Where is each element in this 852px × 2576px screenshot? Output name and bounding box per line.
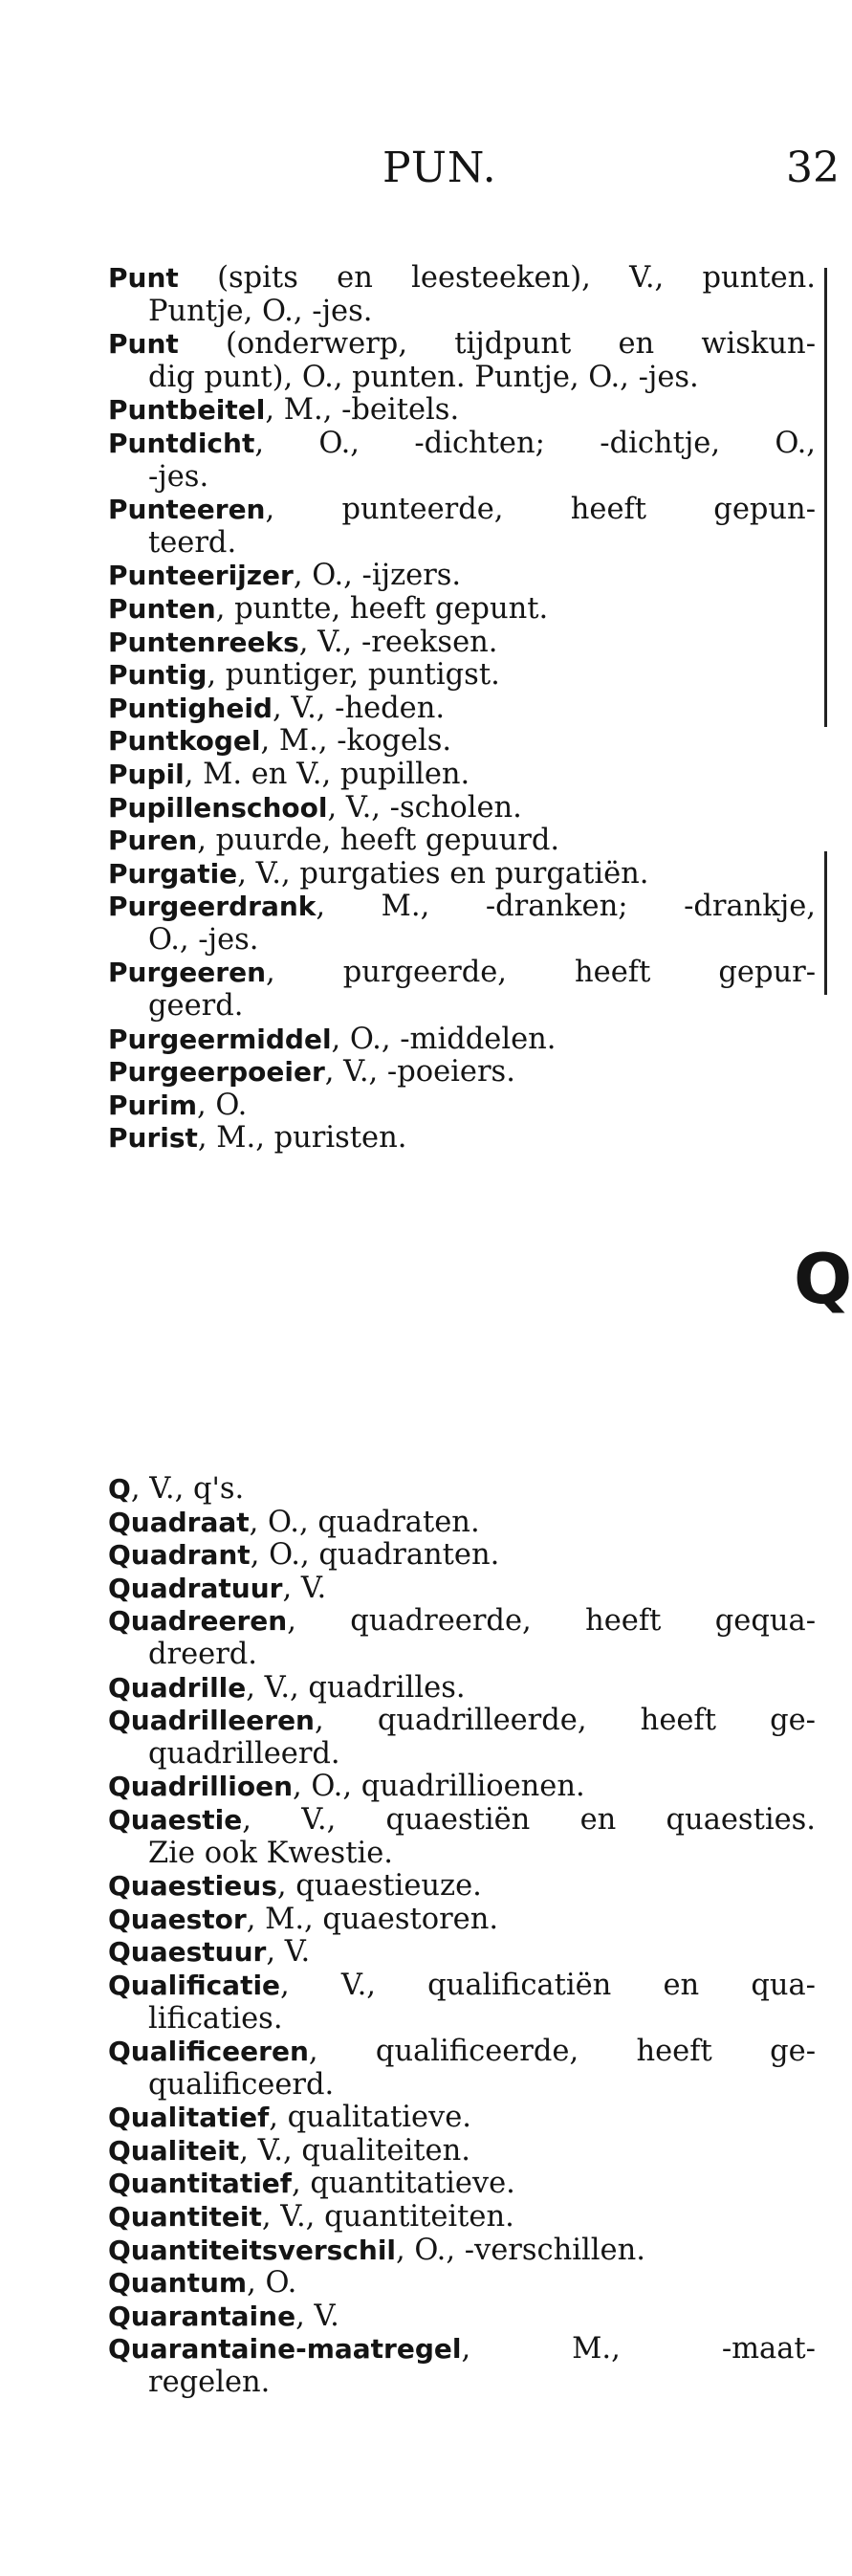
entry-first-line: [108, 891, 816, 924]
entry-text: , V., purgaties en purgatiën.: [237, 856, 649, 891]
entry-text: , V., qualificatiën en qua-: [280, 1968, 816, 2002]
entry-continuation-line: [108, 1838, 816, 1871]
headword: Qualitatief: [108, 2102, 270, 2134]
entry-text: Zie ook Kwestie.: [148, 1836, 393, 1870]
entry-first-line: [108, 858, 816, 892]
dictionary-entry: [108, 2168, 816, 2201]
dictionary-entry: [108, 725, 816, 759]
entry-text: qualificeerd.: [148, 2067, 335, 2102]
entry-continuation-line: [108, 527, 816, 561]
entry-first-line: [108, 1090, 816, 1123]
entry-first-line: [108, 693, 816, 726]
headword: Punteeren: [108, 494, 266, 526]
headword: Quantum: [108, 2267, 248, 2300]
dictionary-entry: [108, 560, 816, 593]
entry-text: , O.: [247, 2266, 297, 2301]
entry-text: , quadrilleerde, heeft ge-: [315, 1704, 816, 1738]
entry-text: , M. en V., pupillen.: [184, 757, 470, 791]
dictionary-entry: [108, 2201, 816, 2235]
entry-text: , V.: [295, 2299, 339, 2333]
headword: Punt: [108, 328, 179, 361]
entry-first-line: [108, 759, 816, 792]
headword: Quadrilleeren: [108, 1705, 315, 1737]
dictionary-entry: [108, 891, 816, 957]
headword: Quadreeren: [108, 1605, 288, 1638]
dictionary-entry: [108, 627, 816, 660]
headword: Quadrille: [108, 1671, 247, 1704]
headword: Puntbeitel: [108, 394, 266, 427]
headword: Punt: [108, 262, 179, 294]
entry-text: , V., quadrilles.: [246, 1670, 466, 1705]
entry-first-line: [108, 1936, 816, 1970]
entries-q: [108, 1473, 816, 2400]
entry-text: , O., quadrillioenen.: [293, 1770, 585, 1804]
dictionary-entry: [108, 957, 816, 1023]
dictionary-entry: [108, 1573, 816, 1606]
entry-text: , qualificeerde, heeft ge-: [308, 2035, 816, 2069]
entry-continuation-line: [108, 461, 816, 495]
headword: Punten: [108, 592, 216, 625]
dictionary-entry: [108, 593, 816, 627]
entry-continuation-line: [108, 1639, 816, 1672]
headword: Purgeerdrank: [108, 891, 317, 923]
entry-text: , V., quaestiën en quaesties.: [242, 1802, 816, 1837]
entry-first-line: [108, 560, 816, 593]
entry-continuation-line: [108, 2069, 816, 2103]
dictionary-entry: [108, 2267, 816, 2301]
dictionary-entry: [108, 394, 816, 428]
entry-first-line: [108, 1473, 816, 1507]
entry-first-line: [108, 2102, 816, 2135]
entry-text: quadrilleerd.: [148, 1736, 340, 1771]
headword: Qualiteit: [108, 2134, 240, 2167]
entry-first-line: [108, 1970, 816, 2003]
headword: Quantitatief: [108, 2168, 292, 2200]
entry-text: , quadreerde, heeft gequa-: [287, 1604, 816, 1639]
dictionary-entry: [108, 1672, 816, 1706]
dictionary-entry: [108, 858, 816, 892]
dictionary-entry: [108, 792, 816, 826]
entry-text: O., -jes.: [148, 922, 259, 957]
entry-first-line: [108, 593, 816, 627]
entry-first-line: [108, 494, 816, 527]
entry-first-line: [108, 2267, 816, 2301]
entry-text: , qualitatieve.: [269, 2101, 471, 2135]
entry-text: regelen.: [148, 2366, 271, 2400]
dictionary-entry: [108, 1705, 816, 1771]
headword: Quaestor: [108, 1903, 247, 1935]
entry-first-line: [108, 1573, 816, 1606]
entry-first-line: [108, 1539, 816, 1573]
headword: Purist: [108, 1122, 198, 1155]
entry-text: , puntte, heeft gepunt.: [215, 591, 549, 626]
headword: Quarantaine-maatregel: [108, 2333, 462, 2366]
entry-continuation-line: [108, 362, 816, 395]
entry-text: , M., quaestoren.: [246, 1902, 499, 1936]
section-letter: Q: [794, 1239, 852, 1319]
entry-first-line: [108, 394, 816, 428]
dictionary-entry: [108, 1090, 816, 1123]
entry-first-line: [108, 792, 816, 826]
entry-first-line: [108, 2235, 816, 2268]
entry-text: dreerd.: [148, 1637, 258, 1671]
entry-text: , O., -middelen.: [331, 1022, 557, 1056]
entry-first-line: [108, 1904, 816, 1937]
entry-text: , purgeerde, heeft gepur-: [266, 956, 816, 990]
dictionary-entry: [108, 1056, 816, 1090]
headword: Purgeerpoeier: [108, 1056, 325, 1089]
entry-first-line: [108, 1804, 816, 1838]
entry-continuation-line: [108, 924, 816, 958]
entry-first-line: [108, 428, 816, 461]
dictionary-entry: [108, 494, 816, 560]
headword: Quadraat: [108, 1506, 250, 1538]
headword: Puren: [108, 825, 198, 857]
headword: Purgeermiddel: [108, 1023, 332, 1055]
dictionary-entry: [108, 1473, 816, 1507]
headword: Puntenreeks: [108, 626, 299, 658]
entry-first-line: [108, 957, 816, 990]
entry-first-line: [108, 2036, 816, 2069]
entries-p: [108, 262, 816, 1156]
dictionary-entry: [108, 1507, 816, 1540]
entry-first-line: [108, 659, 816, 693]
headword: Puntdicht: [108, 427, 255, 459]
headword: Purgatie: [108, 857, 238, 890]
entry-text: , O., quadranten.: [250, 1538, 500, 1573]
headword: Puntig: [108, 659, 208, 692]
entry-first-line: [108, 2168, 816, 2201]
entry-first-line: [108, 1122, 816, 1156]
dictionary-entry: [108, 1605, 816, 1671]
dictionary-entry: [108, 1870, 816, 1904]
headword: Purgeeren: [108, 957, 267, 989]
entry-text: , V., qualiteiten.: [239, 2133, 470, 2168]
dictionary-entry: [108, 328, 816, 394]
headword: Q: [108, 1473, 131, 1505]
entry-text: teerd.: [148, 525, 237, 560]
headword: Quaestuur: [108, 1936, 267, 1969]
entry-text: , M., -dranken; -drankje,: [316, 890, 816, 924]
entry-continuation-line: [108, 2367, 816, 2400]
entry-text: , V., -reeksen.: [298, 625, 498, 659]
entry-first-line: [108, 1024, 816, 1057]
entry-text: , V., -heden.: [272, 691, 446, 725]
headword: Pupillenschool: [108, 791, 328, 824]
entry-continuation-line: [108, 1738, 816, 1772]
headword: Qualificeeren: [108, 2036, 309, 2068]
dictionary-entry: [108, 659, 816, 693]
headword: Quaestieus: [108, 1870, 277, 1903]
entry-first-line: [108, 2201, 816, 2235]
dictionary-entry: [108, 693, 816, 726]
page-number: 32: [786, 143, 840, 192]
entry-first-line: [108, 2301, 816, 2334]
entry-text: , V., -poeiers.: [324, 1055, 515, 1090]
entry-text: , V.: [282, 1571, 327, 1605]
dictionary-entry: [108, 428, 816, 494]
dictionary-entry: [108, 2102, 816, 2135]
entry-text: , O., -dichten; -dichtje, O.,: [254, 426, 816, 460]
dictionary-entry: [108, 2333, 816, 2399]
entry-first-line: [108, 627, 816, 660]
headword: Quarantaine: [108, 2300, 296, 2332]
entry-text: , punteerde, heeft gepun-: [265, 493, 816, 527]
dictionary-entry: [108, 1936, 816, 1970]
headword: Punteerijzer: [108, 560, 294, 592]
entry-first-line: [108, 1870, 816, 1904]
entry-text: , puntiger, puntigst.: [207, 658, 500, 693]
dictionary-entry: [108, 1804, 816, 1870]
entry-text: , V., -scholen.: [327, 790, 522, 825]
headword: Quaestie: [108, 1803, 243, 1836]
entry-text: , M., -kogels.: [260, 724, 452, 759]
entry-text: , O.: [197, 1088, 248, 1122]
entry-text: -jes.: [148, 459, 209, 494]
dictionary-entry: [108, 1771, 816, 1804]
entry-text: geerd.: [148, 989, 244, 1024]
entry-text: lificaties.: [148, 2001, 283, 2036]
dictionary-entry: [108, 825, 816, 858]
entry-first-line: [108, 2135, 816, 2169]
entry-text: , V., quantiteiten.: [261, 2200, 514, 2235]
headword: Quantiteitsverschil: [108, 2234, 397, 2266]
entry-first-line: [108, 328, 816, 362]
dictionary-entry: [108, 1970, 816, 2036]
entry-first-line: [108, 262, 816, 296]
entry-continuation-line: [108, 2003, 816, 2037]
dictionary-entry: [108, 2135, 816, 2169]
entry-text: , M., puristen.: [197, 1121, 407, 1156]
dictionary-entry: [108, 262, 816, 328]
headword: Purim: [108, 1089, 198, 1121]
entry-first-line: [108, 725, 816, 759]
dictionary-entry: [108, 1024, 816, 1057]
entry-first-line: [108, 1705, 816, 1738]
dictionary-entry: [108, 759, 816, 792]
entry-first-line: [108, 1056, 816, 1090]
dictionary-entry: [108, 2301, 816, 2334]
entry-first-line: [108, 2333, 816, 2367]
column-rule: [824, 851, 827, 995]
entry-first-line: [108, 1672, 816, 1706]
headword: Quadratuur: [108, 1572, 283, 1604]
running-head: PUN.: [382, 143, 497, 192]
dictionary-entry: [108, 1122, 816, 1156]
entry-text: , V., q's.: [130, 1472, 245, 1506]
entry-text: , quantitatieve.: [291, 2167, 515, 2201]
column-rule: [824, 268, 827, 727]
entry-text: Puntje, O., -jes.: [148, 294, 373, 328]
entry-text: , V.: [266, 1935, 311, 1970]
entry-first-line: [108, 1507, 816, 1540]
entry-text: , M., -maat-: [461, 2332, 816, 2367]
entry-continuation-line: [108, 296, 816, 329]
headword: Puntkogel: [108, 725, 261, 758]
entry-text: , O., quadraten.: [249, 1505, 480, 1539]
headword: Quadrillioen: [108, 1771, 294, 1803]
entry-text: , M., -beitels.: [265, 393, 460, 428]
entry-text: (onderwerp, tijdpunt en wiskun-: [178, 327, 816, 362]
entry-first-line: [108, 1605, 816, 1639]
entry-text: , puurde, heeft gepuurd.: [197, 824, 560, 858]
entry-first-line: [108, 1771, 816, 1804]
dictionary-entry: [108, 1539, 816, 1573]
dictionary-entry: [108, 2235, 816, 2268]
entry-text: , O., -verschillen.: [396, 2233, 645, 2267]
headword: Quantiteit: [108, 2201, 262, 2234]
entry-text: (spits en leesteeken), V., punten.: [178, 261, 816, 295]
entry-text: dig punt), O., punten. Puntje, O., -jes.: [148, 360, 699, 394]
dictionary-entry: [108, 2036, 816, 2102]
entry-continuation-line: [108, 990, 816, 1024]
entry-first-line: [108, 825, 816, 858]
headword: Quadrant: [108, 1539, 251, 1572]
entry-text: , O., -ijzers.: [293, 559, 462, 593]
entry-text: , quaestieuze.: [276, 1869, 482, 1904]
headword: Puntigheid: [108, 692, 273, 724]
headword: Qualificatie: [108, 1969, 281, 2001]
headword: Pupil: [108, 758, 185, 790]
dictionary-entry: [108, 1904, 816, 1937]
